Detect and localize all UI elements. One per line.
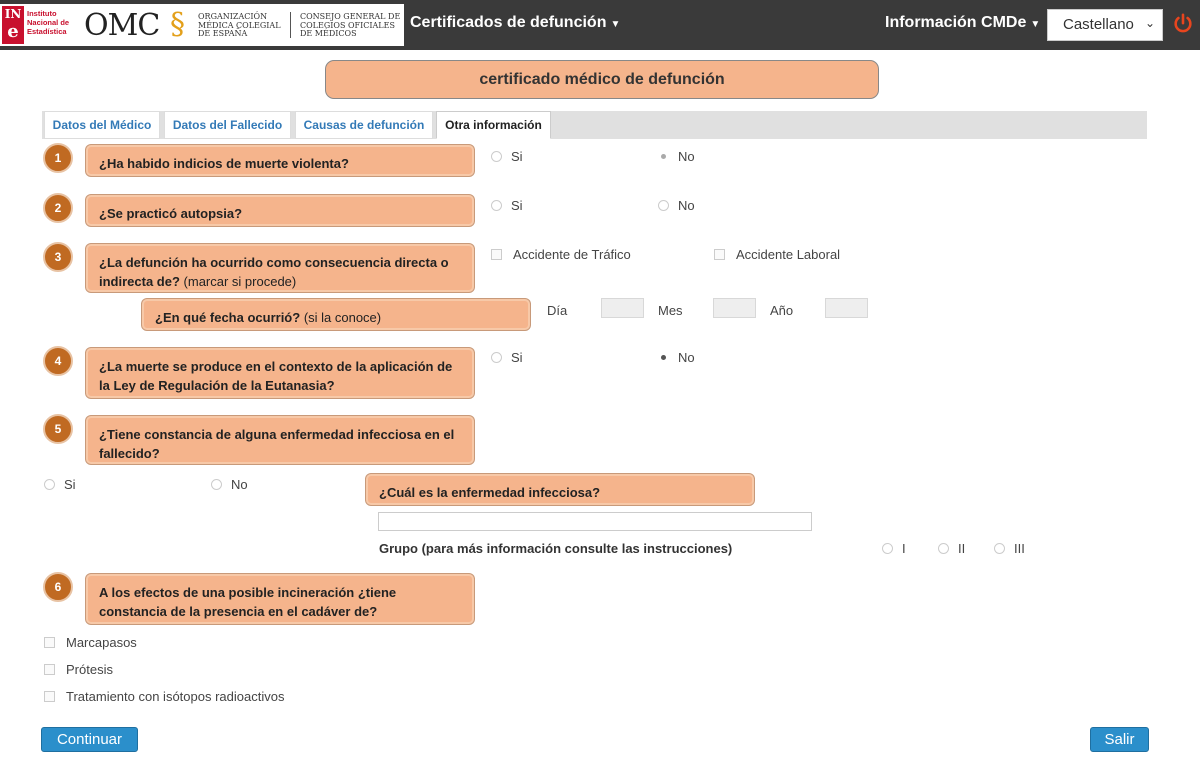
question-3 <box>86 244 474 292</box>
question-number-4: 4 <box>43 346 73 376</box>
group-radio-1[interactable] <box>882 543 893 554</box>
question-5 <box>86 416 474 464</box>
group-radio-3[interactable] <box>994 543 1005 554</box>
disease-input[interactable] <box>378 512 812 531</box>
q4-radio-yes[interactable] <box>491 352 502 363</box>
question-1-text: ¿Ha habido indicios de muerte violenta? <box>99 156 349 171</box>
q2-option-yes[interactable]: Si <box>491 198 523 213</box>
q3-option-traffic[interactable]: Accidente de Tráfico <box>491 247 631 262</box>
omc-wordmark: OMC <box>84 8 160 43</box>
tab-otra-informacion[interactable]: Otra información <box>436 111 551 139</box>
chevron-down-icon: ⌄ <box>1144 16 1155 30</box>
q1-option-no[interactable]: No <box>658 149 695 164</box>
question-3-date <box>142 299 530 330</box>
question-3-text: ¿La defunción ha ocurrido como consecuencia directa o indirecta de? <box>99 255 449 289</box>
q6-option-prosthesis[interactable]: Prótesis <box>44 662 113 677</box>
tab-datos-fallecido[interactable]: Datos del Fallecido <box>164 111 291 139</box>
q5-option-no[interactable]: No <box>211 477 248 492</box>
day-input[interactable] <box>601 298 644 318</box>
certificates-menu[interactable] <box>410 14 620 32</box>
info-cmde-label: Información CMDe <box>885 14 1027 31</box>
q6-check-isotopes[interactable] <box>44 691 55 702</box>
continue-button[interactable]: Continuar <box>41 727 138 752</box>
q4-radio-no[interactable] <box>658 352 669 363</box>
question-3-date-text: ¿En qué fecha ocurrió? <box>155 310 301 325</box>
q2-radio-no[interactable] <box>658 200 669 211</box>
group-label: Grupo (para más información consulte las instrucciones) <box>379 541 733 556</box>
question-3-date-note: (si la conoce) <box>303 310 382 325</box>
question-5-disease-text: ¿Cuál es la enfermedad infecciosa? <box>379 485 601 500</box>
q3-option-work[interactable]: Accidente Laboral <box>714 247 840 262</box>
exit-button[interactable]: Salir <box>1090 727 1149 752</box>
q1-option-yes[interactable]: Si <box>491 149 523 164</box>
tab-bar <box>42 111 1147 139</box>
q4-option-no[interactable]: No <box>658 350 695 365</box>
question-5-disease <box>366 474 754 505</box>
question-6-text: A los efectos de una posible incineración ¿tiene constancia de la presencia en el cadáver de? <box>99 585 397 619</box>
q5-option-yes[interactable]: Si <box>44 477 76 492</box>
certificates-menu-label: Certificados de defunción <box>410 14 607 31</box>
ine-logo[interactable] <box>0 4 82 46</box>
question-2 <box>86 195 474 226</box>
day-label: Día <box>547 303 568 318</box>
omc-logo[interactable] <box>84 4 404 46</box>
group-option-2[interactable]: II <box>938 541 965 556</box>
q3-check-work[interactable] <box>714 249 725 260</box>
logos-strip <box>0 4 404 46</box>
language-value: Castellano <box>1063 16 1134 33</box>
question-6 <box>86 574 474 624</box>
q4-option-yes[interactable]: Si <box>491 350 523 365</box>
q6-option-isotopes[interactable]: Tratamiento con isótopos radioactivos <box>44 689 284 704</box>
year-label: Año <box>770 303 794 318</box>
q1-radio-no[interactable] <box>658 151 669 162</box>
question-number-1: 1 <box>43 143 73 173</box>
question-2-text: ¿Se practicó autopsia? <box>99 206 243 221</box>
caret-down-icon: ▼ <box>1030 19 1041 30</box>
question-number-5: 5 <box>43 414 73 444</box>
q5-radio-no[interactable] <box>211 479 222 490</box>
question-number-2: 2 <box>43 193 73 223</box>
month-label: Mes <box>658 303 683 318</box>
question-4-text: ¿La muerte se produce en el contexto de la aplicación de la Ley de Regulación de la Eutanasia? <box>99 359 453 393</box>
ine-name: Instituto Nacional de Estadística <box>27 9 70 36</box>
q6-check-pacemaker[interactable] <box>44 637 55 648</box>
group-radio-2[interactable] <box>938 543 949 554</box>
year-input[interactable] <box>825 298 868 318</box>
group-option-3[interactable]: III <box>994 541 1025 556</box>
tab-datos-medico[interactable]: Datos del Médico <box>44 111 160 139</box>
omc-caduceus-icon: § <box>170 7 185 42</box>
question-3-note: (marcar si procede) <box>183 274 297 289</box>
omc-council-name: CONSEJO GENERAL DE COLEGIOS OFICIALES DE MÉDICOS <box>300 12 401 38</box>
group-option-1[interactable]: I <box>882 541 906 556</box>
q3-check-traffic[interactable] <box>491 249 502 260</box>
ine-mark: IN e <box>2 6 24 44</box>
q1-radio-yes[interactable] <box>491 151 502 162</box>
question-1 <box>86 145 474 176</box>
question-number-3: 3 <box>43 242 73 272</box>
info-cmde-menu[interactable] <box>885 14 1040 32</box>
month-input[interactable] <box>713 298 756 318</box>
q6-check-prosthesis[interactable] <box>44 664 55 675</box>
q2-option-no[interactable]: No <box>658 198 695 213</box>
question-4 <box>86 348 474 398</box>
power-icon[interactable] <box>1172 13 1194 35</box>
language-select[interactable] <box>1047 9 1163 41</box>
page-title: certificado médico de defunción <box>325 60 879 99</box>
omc-org-name: ORGANIZACIÓN MÉDICA COLEGIAL DE ESPAÑA <box>198 12 281 38</box>
q2-radio-yes[interactable] <box>491 200 502 211</box>
question-5-text: ¿Tiene constancia de alguna enfermedad infecciosa en el fallecido? <box>99 427 455 461</box>
top-navbar <box>0 0 1200 50</box>
q6-option-pacemaker[interactable]: Marcapasos <box>44 635 137 650</box>
caret-down-icon: ▼ <box>610 19 621 30</box>
q5-radio-yes[interactable] <box>44 479 55 490</box>
tab-causas-defuncion[interactable]: Causas de defunción <box>295 111 433 139</box>
question-number-6: 6 <box>43 572 73 602</box>
omc-separator <box>290 12 291 38</box>
